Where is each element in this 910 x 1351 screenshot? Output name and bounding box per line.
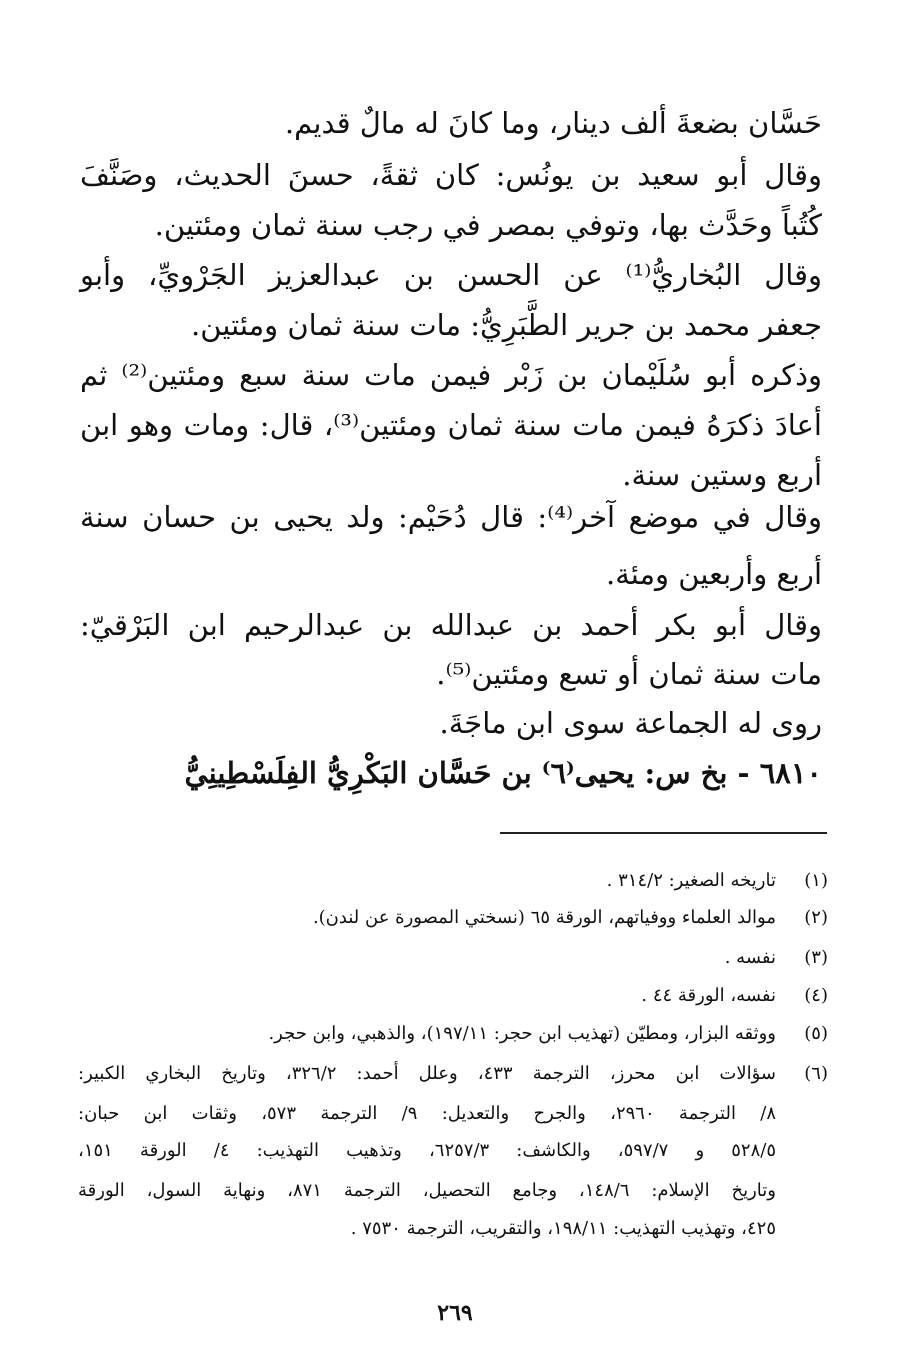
main-text-line: جعفر محمد بن جرير الطَّبَرِيُّ: مات سنة ثمان ومئتين.	[191, 308, 822, 342]
footnote-number: (١)	[804, 870, 828, 891]
footnote-text: موالد العلماء ووفياتهم، الورقة ٦٥ (نسختي المصورة عن لندن).	[312, 907, 776, 928]
main-text-line: أربع وستين سنة.	[622, 458, 822, 492]
footnote-number: (٥)	[804, 1023, 828, 1044]
footnote-separator	[500, 832, 827, 834]
footnote-text: ووثقه البزار، ومطيّن (تهذيب ابن حجر: ١٩٧/١١)، والذهبي، وابن حجر.	[268, 1023, 776, 1044]
entry-heading: ٦٨١٠ - بخ س: يحيى⁽٦⁾ بن حَسَّان البَكْرِيُّ الفِلَسْطِينِيُّ	[184, 756, 822, 790]
footnote-continuation: ٨/ الترجمة ٢٩٦٠، والجرح والتعديل: ٩/ الترجمة ٥٧٣، وثقات ابن حبان:	[78, 1103, 776, 1124]
footnote-text: تاريخه الصغير: ٣١٤/٢ .	[606, 870, 776, 891]
footnote-number: (٤)	[804, 985, 828, 1006]
main-text-line: وذكره أبو سُلَيْمان بن زَبْر فيمن مات سنة سبع ومئتين⁽²⁾ ثم	[80, 358, 822, 392]
footnote-text: نفسه، الورقة ٤٤ .	[641, 985, 776, 1006]
footnote-number: (٢)	[804, 907, 828, 928]
main-text-line: أعادَ ذكرَهُ فيمن مات سنة ثمان ومئتين⁽³⁾، قال: ومات وهو ابن	[80, 408, 822, 442]
footnote-number: (٣)	[804, 947, 828, 968]
main-text-line: أربع وأربعين ومئة.	[605, 557, 822, 591]
main-text-line: روى له الجماعة سوى ابن ماجَةَ.	[439, 706, 822, 740]
main-text-line: وقال البُخاريُّ⁽¹⁾ عن الحسن بن عبدالعزيز الجَرْويِّ، وأبو	[80, 258, 822, 292]
footnote-text: نفسه .	[724, 947, 776, 968]
page-number: ٢٦٩	[437, 1300, 473, 1326]
main-text-line: وقال في موضع آخر⁽⁴⁾: قال دُحَيْم: ولد يحيى بن حسان سنة	[80, 500, 822, 534]
footnote-continuation: ٤٢٥، وتهذيب التهذيب: ١٩٨/١١، والتقريب، الترجمة ٧٥٣٠ .	[350, 1218, 776, 1239]
main-text-line: وقال أبو بكر أحمد بن عبدالله بن عبدالرحيم ابن البَرْقيّ:	[80, 608, 822, 642]
footnote-continuation: ٥٢٨/٥ و ٥٩٧/٧، والكاشف: ٦٢٥٧/٣، وتذهيب التهذيب: ٤/ الورقة ١٥١،	[78, 1140, 776, 1161]
main-text-line: حَسَّان بضعةَ ألف دينار، وما كانَ له مالٌ قديم.	[284, 106, 822, 140]
main-text-line: كُتُباً وحَدَّث بها، وتوفي بمصر في رجب سنة ثمان ومئتين.	[154, 208, 822, 242]
main-text-line: مات سنة ثمان أو تسع ومئتين⁽⁵⁾.	[436, 657, 822, 691]
footnote-number: (٦)	[804, 1063, 828, 1084]
footnote-text: سؤالات ابن محرز، الترجمة ٤٣٣، وعلل أحمد: ٣٢٦/٢، وتاريخ البخاري الكبير:	[78, 1063, 777, 1084]
main-text-line: وقال أبو سعيد بن يونُس: كان ثقةً، حسنَ الحديث، وصَنَّفَ	[80, 158, 822, 192]
footnote-continuation: وتاريخ الإسلام: ١٤٨/٦، وجامع التحصيل، الترجمة ٨٧١، ونهاية السول، الورقة	[78, 1180, 776, 1201]
